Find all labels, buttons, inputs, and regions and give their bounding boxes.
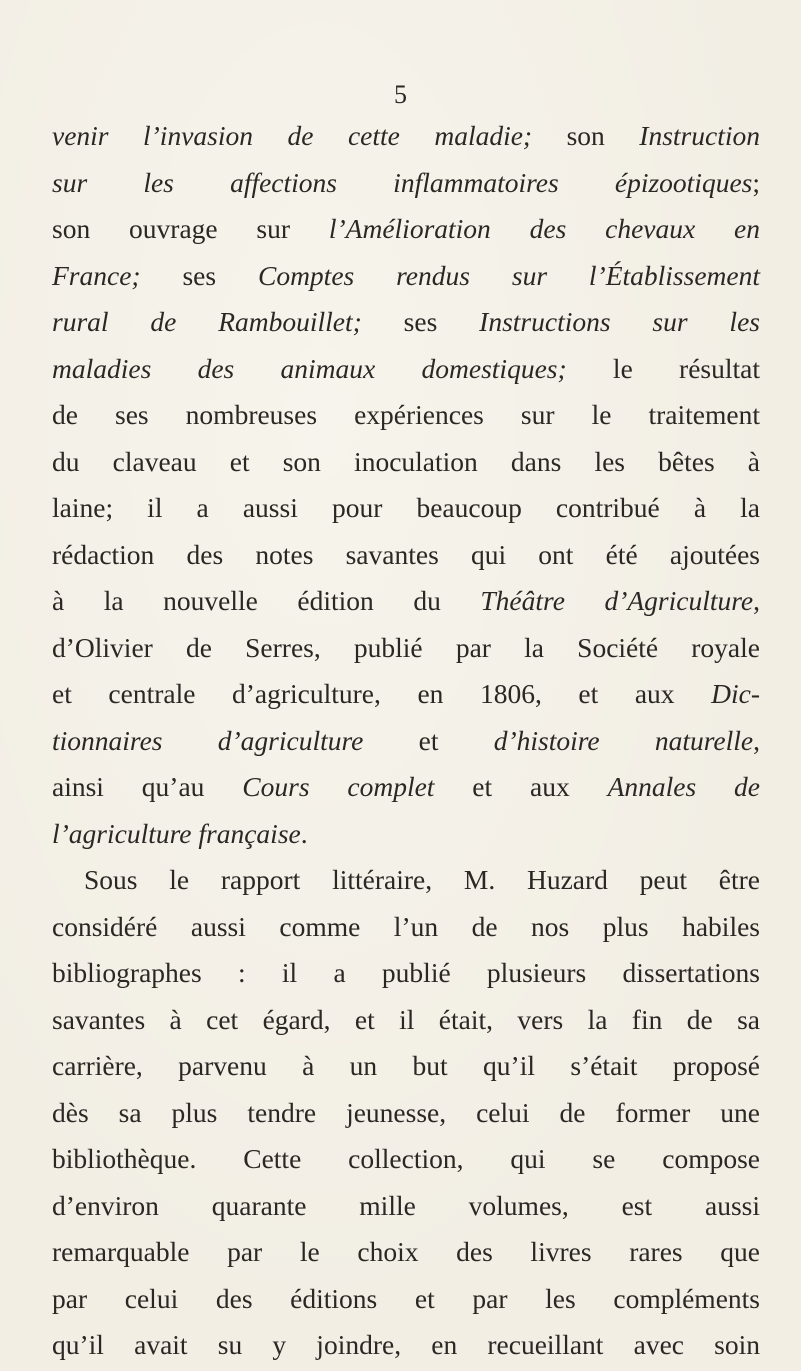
- text-line: [52, 578, 760, 625]
- text-line: [52, 532, 760, 579]
- roman-text: remarquable par le choix des livres rares que: [52, 1236, 760, 1267]
- text-line: [52, 253, 760, 300]
- roman-text: son ouvrage sur: [52, 213, 329, 244]
- roman-text: et aux: [434, 771, 608, 802]
- text-line: [52, 1229, 760, 1276]
- roman-text: d’Olivier de Serres, publié par la Société royale: [52, 631, 760, 663]
- italic-text: France;: [52, 259, 141, 291]
- italic-text: Cours complet: [242, 771, 435, 802]
- roman-text: laine; il a aussi pour beaucoup contribué à la: [52, 492, 760, 523]
- roman-text: et centrale d’agriculture, en 1806, et aux: [52, 678, 712, 709]
- roman-text: Sous le rapport littéraire, M. Huzard peut être: [84, 864, 760, 895]
- roman-text: ,: [753, 585, 760, 616]
- roman-text: et: [363, 724, 494, 756]
- roman-text: ses: [140, 259, 258, 291]
- text-line: [52, 1276, 760, 1323]
- italic-text: rural de Rambouillet;: [52, 306, 362, 337]
- text-line: [52, 950, 760, 997]
- italic-text: Théâtre d’Agriculture: [480, 585, 754, 616]
- roman-text: ;: [752, 166, 760, 198]
- roman-text: savantes à cet égard, et il était, vers la fin de sa: [52, 1003, 760, 1035]
- roman-text: considéré aussi comme l’un de nos plus habiles: [52, 910, 760, 942]
- italic-text: tionnaires d’agriculture: [52, 724, 364, 756]
- text-line: [52, 299, 760, 346]
- italic-text: l’agriculture française: [52, 817, 301, 849]
- body-text: [52, 113, 760, 1369]
- roman-text: de ses nombreuses expériences sur le traitement: [52, 399, 760, 430]
- text-line: [52, 718, 760, 765]
- roman-text: du claveau et son inoculation dans les bêtes à: [52, 445, 760, 477]
- text-line: [52, 625, 760, 672]
- italic-text: Comptes rendus sur l’Établissement: [257, 259, 760, 291]
- roman-text: dès sa plus tendre jeunesse, celui de former une: [52, 1096, 760, 1128]
- roman-text: qu’il avait su y joindre, en recueillant avec soin: [52, 1329, 760, 1360]
- italic-text: Instruction: [639, 120, 760, 151]
- italic-text: d’histoire naturelle: [493, 724, 754, 756]
- text-line: [52, 1090, 760, 1137]
- roman-text: ses: [361, 306, 480, 337]
- text-line: [52, 811, 760, 858]
- italic-text: sur les affections inflammatoires épizootiques: [52, 166, 753, 198]
- roman-text: bibliographes : il a publié plusieurs dissertations: [52, 957, 760, 988]
- italic-text: venir l’invasion de cette maladie;: [52, 120, 533, 151]
- italic-text: Dic-: [711, 678, 760, 709]
- text-line: [52, 346, 760, 393]
- text-line: [52, 1183, 760, 1230]
- text-line: [52, 904, 760, 951]
- text-line: [52, 1043, 760, 1090]
- text-line: [52, 997, 760, 1044]
- roman-text: carrière, parvenu à un but qu’il s’était proposé: [52, 1050, 760, 1081]
- roman-text: ainsi qu’au: [52, 771, 243, 802]
- text-line: [52, 671, 760, 718]
- text-line: [52, 206, 760, 253]
- italic-text: l’Amélioration des chevaux en: [328, 213, 760, 244]
- italic-text: maladies des animaux domestiques;: [52, 352, 567, 384]
- roman-text: le résultat: [566, 352, 760, 384]
- text-line: [52, 113, 760, 160]
- text-line: [52, 857, 760, 904]
- roman-text: à la nouvelle édition du: [52, 585, 481, 616]
- italic-text: Annales de: [607, 771, 760, 802]
- roman-text: par celui des éditions et par les compléments: [52, 1282, 760, 1314]
- roman-text: ,: [753, 724, 760, 756]
- roman-text: son: [532, 120, 640, 151]
- text-line: [52, 1322, 760, 1369]
- text-line: [52, 392, 760, 439]
- text-line: [52, 439, 760, 486]
- roman-text: bibliothèque. Cette collection, qui se compose: [52, 1143, 760, 1174]
- italic-text: Instructions sur les: [479, 306, 760, 337]
- page-number: 5: [394, 80, 407, 109]
- text-line: [52, 1136, 760, 1183]
- roman-text: .: [300, 817, 308, 849]
- text-line: [52, 764, 760, 811]
- text-line: [52, 160, 760, 207]
- text-line: [52, 485, 760, 532]
- roman-text: d’environ quarante mille volumes, est aussi: [52, 1189, 760, 1221]
- roman-text: rédaction des notes savantes qui ont été ajoutées: [52, 538, 760, 570]
